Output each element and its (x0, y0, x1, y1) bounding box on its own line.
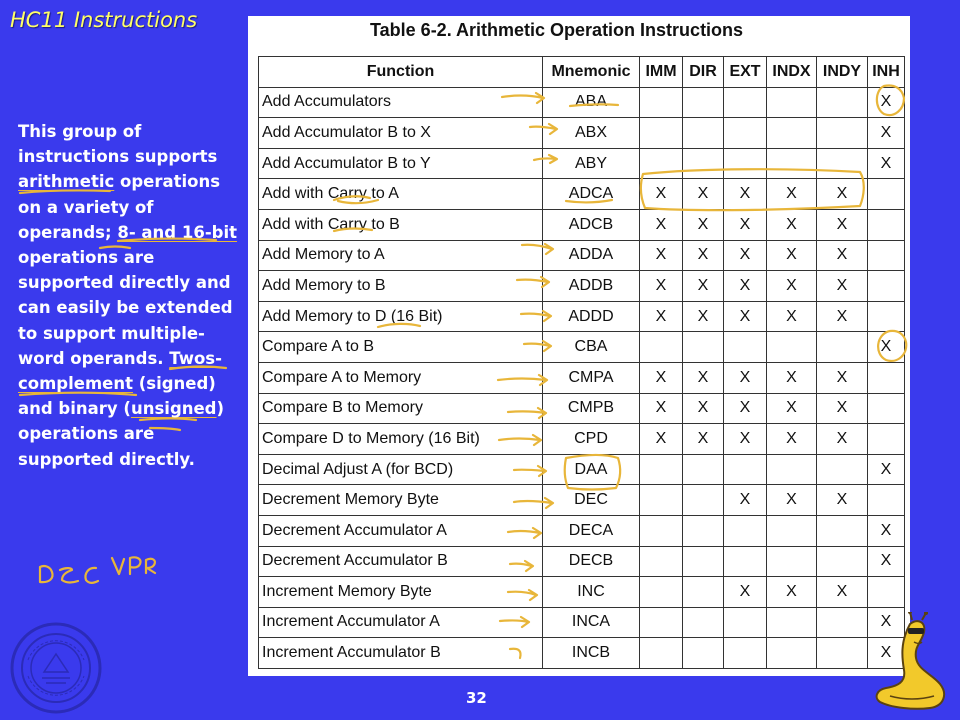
addressing-mode-cell (868, 424, 905, 455)
mnemonic-cell: ABX (543, 118, 640, 149)
mnemonic-cell: DEC (543, 485, 640, 516)
column-header-imm: IMM (640, 57, 683, 88)
addressing-mode-cell (683, 118, 724, 149)
addressing-mode-cell (683, 332, 724, 363)
addressing-mode-cell (724, 515, 767, 546)
addressing-mode-cell: X (817, 240, 868, 271)
addressing-mode-cell (868, 209, 905, 240)
highlight-unsigned: unsigned (130, 399, 217, 419)
addressing-mode-cell (640, 118, 683, 149)
column-header-dir: DIR (683, 57, 724, 88)
table-row (259, 209, 905, 240)
handwritten-vpr (112, 557, 155, 574)
addressing-mode-cell (724, 546, 767, 577)
mnemonic-cell: DECB (543, 546, 640, 577)
addressing-mode-cell: X (767, 301, 817, 332)
addressing-mode-cell (767, 118, 817, 149)
addressing-mode-cell: X (724, 393, 767, 424)
table-row (259, 607, 905, 638)
addressing-mode-cell (683, 577, 724, 608)
addressing-mode-cell (767, 546, 817, 577)
addressing-mode-cell: X (767, 577, 817, 608)
addressing-mode-cell: X (868, 118, 905, 149)
addressing-mode-cell (640, 485, 683, 516)
addressing-mode-cell: X (683, 240, 724, 271)
mnemonic-cell: INCB (543, 638, 640, 669)
highlight-twos-complement: Twos-complement (18, 348, 222, 394)
addressing-mode-cell (817, 148, 868, 179)
addressing-mode-cell (640, 638, 683, 669)
addressing-mode-cell (683, 515, 724, 546)
addressing-mode-cell: X (817, 485, 868, 516)
mnemonic-cell: ADDA (543, 240, 640, 271)
addressing-mode-cell: X (683, 301, 724, 332)
addressing-mode-cell (868, 240, 905, 271)
column-header-inh: INH (868, 57, 905, 88)
table-body (259, 87, 905, 668)
addressing-mode-cell (767, 515, 817, 546)
addressing-mode-cell (683, 638, 724, 669)
table-row (259, 301, 905, 332)
function-cell: Decimal Adjust A (for BCD) (259, 454, 543, 485)
mnemonic-cell: ADDD (543, 301, 640, 332)
mnemonic-cell: ABY (543, 148, 640, 179)
addressing-mode-cell: X (724, 179, 767, 210)
addressing-mode-cell: X (640, 424, 683, 455)
addressing-mode-cell: X (724, 209, 767, 240)
addressing-mode-cell: X (724, 424, 767, 455)
addressing-mode-cell: X (640, 271, 683, 302)
addressing-mode-cell (817, 638, 868, 669)
mnemonic-cell: DAA (543, 454, 640, 485)
table-header-row (259, 57, 905, 88)
addressing-mode-cell (868, 577, 905, 608)
addressing-mode-cell: X (640, 362, 683, 393)
function-cell: Add Accumulators (259, 87, 543, 118)
addressing-mode-cell (683, 546, 724, 577)
addressing-mode-cell: X (683, 424, 724, 455)
addressing-mode-cell (868, 179, 905, 210)
addressing-mode-cell (767, 638, 817, 669)
addressing-mode-cell: X (640, 393, 683, 424)
column-header-indx: INDX (767, 57, 817, 88)
mnemonic-cell: INC (543, 577, 640, 608)
body-text-segment: operations are supported directly and can easily be extended to support multiple-word operands. (18, 248, 233, 368)
addressing-mode-cell (817, 454, 868, 485)
table-row (259, 87, 905, 118)
addressing-mode-cell: X (817, 301, 868, 332)
handwritten-dec (40, 566, 98, 583)
table-row (259, 638, 905, 669)
addressing-mode-cell (817, 515, 868, 546)
function-cell: Compare A to B (259, 332, 543, 363)
function-cell: Add with Carry to A (259, 179, 543, 210)
mnemonic-cell: CPD (543, 424, 640, 455)
addressing-mode-cell: X (767, 240, 817, 271)
table-row (259, 424, 905, 455)
function-cell: Increment Memory Byte (259, 577, 543, 608)
table-row (259, 148, 905, 179)
addressing-mode-cell: X (640, 209, 683, 240)
addressing-mode-cell (817, 87, 868, 118)
arithmetic-instructions-table (258, 56, 905, 669)
addressing-mode-cell: X (683, 362, 724, 393)
addressing-mode-cell: X (817, 424, 868, 455)
addressing-mode-cell: X (767, 179, 817, 210)
addressing-mode-cell (868, 362, 905, 393)
addressing-mode-cell: X (724, 271, 767, 302)
addressing-mode-cell: X (817, 209, 868, 240)
addressing-mode-cell: X (640, 240, 683, 271)
addressing-mode-cell (683, 454, 724, 485)
body-text (18, 119, 240, 472)
addressing-mode-cell (767, 87, 817, 118)
addressing-mode-cell (724, 118, 767, 149)
addressing-mode-cell (817, 118, 868, 149)
mnemonic-cell: CMPB (543, 393, 640, 424)
addressing-mode-cell: X (767, 485, 817, 516)
function-cell: Add with Carry to B (259, 209, 543, 240)
table-row (259, 454, 905, 485)
mascot-slug-logo (870, 612, 956, 716)
table-row (259, 179, 905, 210)
addressing-mode-cell (724, 638, 767, 669)
addressing-mode-cell (640, 546, 683, 577)
table-panel (248, 16, 910, 676)
addressing-mode-cell: X (868, 332, 905, 363)
addressing-mode-cell (640, 332, 683, 363)
addressing-mode-cell: X (724, 301, 767, 332)
addressing-mode-cell: X (767, 393, 817, 424)
addressing-mode-cell (640, 577, 683, 608)
body-text-segment: (signed) and binary ( (18, 374, 216, 419)
addressing-mode-cell (640, 607, 683, 638)
mnemonic-cell: ADDB (543, 271, 640, 302)
mnemonic-cell: CMPA (543, 362, 640, 393)
highlight-bit-width: 8- and 16-bit (117, 222, 238, 242)
addressing-mode-cell: X (683, 393, 724, 424)
addressing-mode-cell (767, 148, 817, 179)
addressing-mode-cell (683, 148, 724, 179)
addressing-mode-cell (683, 87, 724, 118)
addressing-mode-cell (640, 148, 683, 179)
addressing-mode-cell: X (724, 240, 767, 271)
table-row (259, 271, 905, 302)
addressing-mode-cell: X (868, 454, 905, 485)
function-cell: Increment Accumulator A (259, 607, 543, 638)
addressing-mode-cell: X (868, 546, 905, 577)
addressing-mode-cell: X (683, 271, 724, 302)
mnemonic-cell: ABA (543, 87, 640, 118)
addressing-mode-cell: X (683, 209, 724, 240)
function-cell: Decrement Memory Byte (259, 485, 543, 516)
addressing-mode-cell (767, 454, 817, 485)
addressing-mode-cell: X (724, 485, 767, 516)
addressing-mode-cell: X (868, 87, 905, 118)
body-text-segment: This group of instructions supports (18, 122, 218, 167)
addressing-mode-cell: X (817, 362, 868, 393)
addressing-mode-cell (868, 485, 905, 516)
column-header-function: Function (259, 57, 543, 88)
highlight-arithmetic: arithmetic (18, 172, 115, 192)
mnemonic-cell: ADCA (543, 179, 640, 210)
function-cell: Add Memory to A (259, 240, 543, 271)
addressing-mode-cell: X (868, 607, 905, 638)
mnemonic-cell: ADCB (543, 209, 640, 240)
addressing-mode-cell (640, 87, 683, 118)
addressing-mode-cell (868, 301, 905, 332)
page-number: 32 (466, 689, 487, 707)
table-row (259, 332, 905, 363)
addressing-mode-cell (683, 607, 724, 638)
addressing-mode-cell: X (767, 424, 817, 455)
addressing-mode-cell (868, 393, 905, 424)
addressing-mode-cell (767, 332, 817, 363)
function-cell: Add Accumulator B to X (259, 118, 543, 149)
column-header-mnemonic: Mnemonic (543, 57, 640, 88)
column-header-indy: INDY (817, 57, 868, 88)
addressing-mode-cell (868, 271, 905, 302)
addressing-mode-cell: X (683, 179, 724, 210)
function-cell: Compare B to Memory (259, 393, 543, 424)
function-cell: Decrement Accumulator A (259, 515, 543, 546)
table-row (259, 515, 905, 546)
addressing-mode-cell: X (640, 179, 683, 210)
function-cell: Add Memory to B (259, 271, 543, 302)
table-row (259, 577, 905, 608)
addressing-mode-cell (724, 607, 767, 638)
table-row (259, 546, 905, 577)
addressing-mode-cell: X (767, 209, 817, 240)
addressing-mode-cell: X (817, 179, 868, 210)
addressing-mode-cell: X (817, 271, 868, 302)
function-cell: Add Accumulator B to Y (259, 148, 543, 179)
table-row (259, 118, 905, 149)
mnemonic-cell: INCA (543, 607, 640, 638)
addressing-mode-cell: X (817, 577, 868, 608)
addressing-mode-cell: X (868, 515, 905, 546)
function-cell: Increment Accumulator B (259, 638, 543, 669)
body-text-segment: ) operations are supported directly. (18, 399, 225, 469)
addressing-mode-cell (724, 454, 767, 485)
function-cell: Compare A to Memory (259, 362, 543, 393)
addressing-mode-cell: X (724, 577, 767, 608)
function-cell: Add Memory to D (16 Bit) (259, 301, 543, 332)
addressing-mode-cell (724, 148, 767, 179)
addressing-mode-cell: X (724, 362, 767, 393)
addressing-mode-cell: X (767, 271, 817, 302)
body-text-segment: operations on a variety of operands; (18, 172, 221, 242)
addressing-mode-cell: X (868, 638, 905, 669)
addressing-mode-cell: X (640, 301, 683, 332)
addressing-mode-cell: X (767, 362, 817, 393)
function-cell: Decrement Accumulator B (259, 546, 543, 577)
table-title: Table 6-2. Arithmetic Operation Instructions (370, 20, 744, 40)
mnemonic-cell: DECA (543, 515, 640, 546)
function-cell: Compare D to Memory (16 Bit) (259, 424, 543, 455)
addressing-mode-cell (640, 454, 683, 485)
addressing-mode-cell (724, 332, 767, 363)
addressing-mode-cell (817, 546, 868, 577)
university-seal-logo (8, 620, 104, 716)
table-row (259, 362, 905, 393)
addressing-mode-cell (724, 87, 767, 118)
addressing-mode-cell (817, 332, 868, 363)
addressing-mode-cell (767, 607, 817, 638)
mnemonic-cell: CBA (543, 332, 640, 363)
addressing-mode-cell: X (817, 393, 868, 424)
addressing-mode-cell (817, 607, 868, 638)
addressing-mode-cell (683, 485, 724, 516)
addressing-mode-cell: X (868, 148, 905, 179)
table-row (259, 240, 905, 271)
table-row (259, 393, 905, 424)
slide-title: HC11 Instructions (10, 8, 198, 32)
addressing-mode-cell (640, 515, 683, 546)
column-header-ext: EXT (724, 57, 767, 88)
table-row (259, 485, 905, 516)
